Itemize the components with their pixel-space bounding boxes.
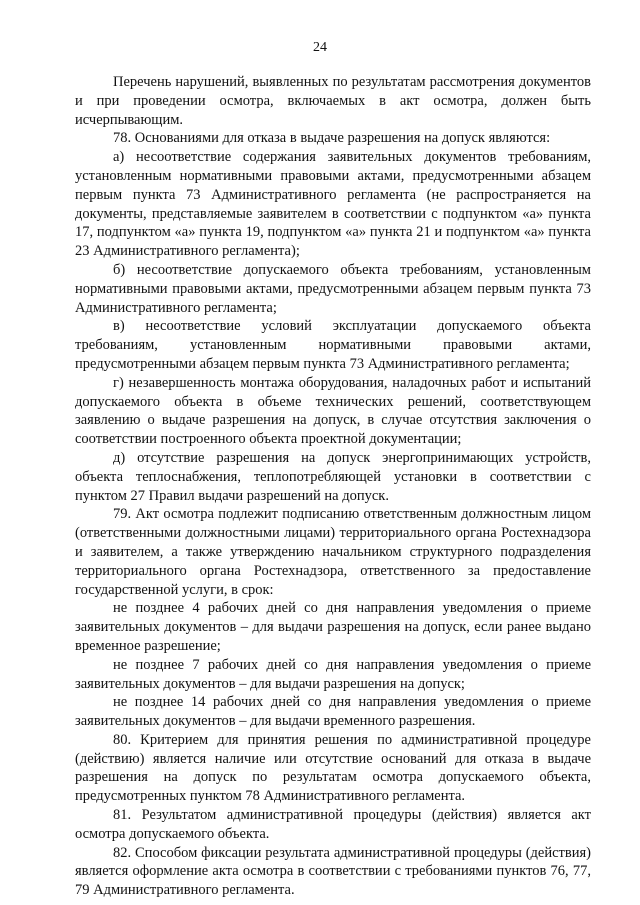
- document-body: [75, 73, 591, 900]
- paragraph: не позднее 7 рабочих дней со дня направления уведомления о приеме заявительных документов – для выдачи разрешения на допуск;: [75, 656, 591, 692]
- paragraph: в) несоответствие условий эксплуатации допускаемого объекта требованиям, установленным нормативными правовыми актами, предусмотренными абзацем первым пункта 73 Административного регламента;: [75, 318, 591, 372]
- paragraph: 82. Способом фиксации результата административной процедуры (действия) является оформление акта осмотра в соответствии с требованиями пунктов 76, 77, 79 Административного регламента.: [75, 844, 591, 899]
- paragraph: 78. Основаниями для отказа в выдаче разрешения на допуск являются:: [113, 130, 551, 147]
- paragraph: не позднее 14 рабочих дней со дня направления уведомления о приеме заявительных документов – для выдачи временного разрешения.: [75, 694, 591, 730]
- paragraph: Перечень нарушений, выявленных по результатам рассмотрения документов и при проведении осмотра, включаемых в акт осмотра, должен быть исчерпывающим.: [75, 74, 591, 128]
- paragraph: не позднее 4 рабочих дней со дня направления уведомления о приеме заявительных документов – для выдачи разрешения на допуск, если ранее выдано временное разрешение;: [75, 600, 591, 654]
- paragraph: 80. Критерием для принятия решения по административной процедуре (действию) является наличие или отсутствие оснований для отказа в выдаче разрешения на допуск по результатам осмотра допускаемого объекта, предусмотренных пунктом 78 Административного регламента.: [75, 731, 591, 805]
- paragraph: д) отсутствие разрешения на допуск энергопринимающих устройств, объекта теплоснабжения, теплопотребляющей установки в соответствии с пунктом 27 Правил выдачи разрешений на допуск.: [75, 449, 591, 504]
- paragraph: г) незавершенность монтажа оборудования, наладочных работ и испытаний допускаемого объекта в объеме технических решений, соответствующем заявлению о выдаче разрешения на допуск, в случае отсутствия заключения о соответствии построенного объекта проектной документации;: [75, 374, 591, 448]
- paragraph: б) несоответствие допускаемого объекта требованиям, установленным нормативными правовыми актами, предусмотренными абзацем первым пункта 73 Административного регламента;: [75, 261, 591, 316]
- page-number: 24: [313, 40, 327, 55]
- paragraph: 81. Результатом административной процедуры (действия) является акт осмотра допускаемого объекта.: [75, 807, 591, 842]
- paragraph: а) несоответствие содержания заявительных документов требованиям, установленным нормативными правовыми актами, предусмотренными абзацем первым пункта 73 Административного регламента (не распространяется на документы, представляемые заявителем в соответствии с подпунктом «а» пункта 17, подпунктом «а» пункта 19, подпунктом «а» пункта 21 и подпунктом «а» пункта 23 Административного регламента);: [75, 149, 591, 260]
- paragraph: 79. Акт осмотра подлежит подписанию ответственным должностным лицом (ответственными должностными лицами) территориального органа Ростехнадзора и заявителем, а также утверждению начальником структурного подразделения территориального органа Ростехнадзора, ответственного за предоставление государственной услуги, в срок:: [75, 506, 591, 598]
